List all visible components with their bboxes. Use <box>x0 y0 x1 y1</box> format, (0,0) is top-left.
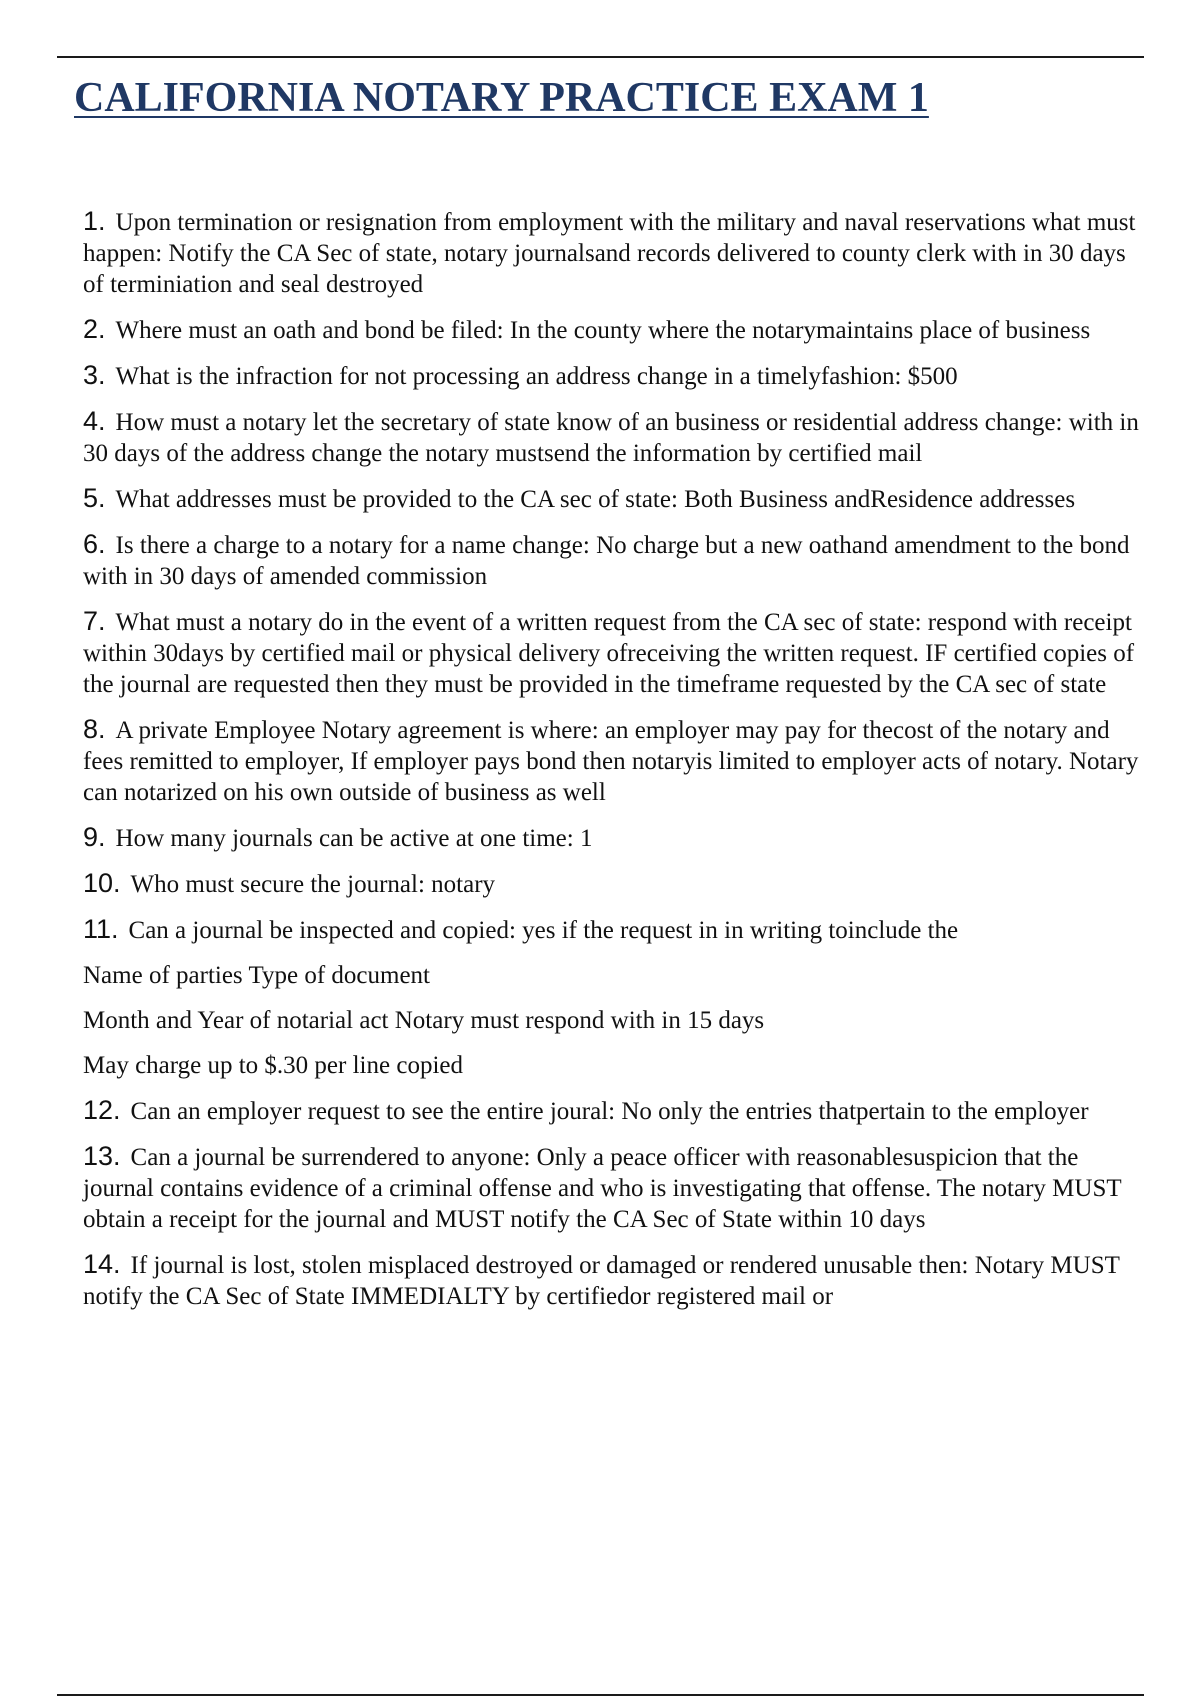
question-text: Can a journal be surrendered to anyone: Only a peace officer with reasonablesuspicion that the journal contains evidence of a criminal offense and who is investigating that offense. The notary MUST obtain a receipt for the journal and MUST notify the CA Sec of State within 10 days <box>83 1144 1122 1233</box>
question-number: 13. <box>83 1141 121 1171</box>
question-number: 14. <box>83 1249 121 1279</box>
question-text: What is the infraction for not processing an address change in a timelyfashion: $500 <box>115 363 958 390</box>
question-number: 6. <box>83 529 106 559</box>
question-2 <box>83 314 1143 346</box>
bottom-rule <box>57 1694 1144 1696</box>
page-title: CALIFORNIA NOTARY PRACTICE EXAM 1 <box>74 75 929 121</box>
question-4 <box>83 406 1143 469</box>
question-text: If journal is lost, stolen misplaced destroyed or damaged or rendered unusable then: Notary MUST notify the CA Sec of State IMMEDIALTY by certifiedor registered mail or <box>83 1252 1120 1310</box>
question-12 <box>83 1095 1143 1127</box>
question-13 <box>83 1141 1143 1235</box>
question-number: 9. <box>83 822 106 852</box>
question-text: How must a notary let the secretary of state know of an business or residential address change: with in 30 days of the address change the notary mustsend the information by certified mail <box>83 409 1139 467</box>
question-number: 3. <box>83 360 106 390</box>
question-text: Upon termination or resignation from employment with the military and naval reservations what must happen: Notify the CA Sec of state, notary journalsand records delivered to county clerk with in 30 days of terminiation and seal destroyed <box>83 209 1136 298</box>
question-6 <box>83 529 1143 592</box>
question-text: Can an employer request to see the entire joural: No only the entries thatpertain to the employer <box>130 1098 1089 1125</box>
question-number: 12. <box>83 1095 121 1125</box>
question-text: What must a notary do in the event of a written request from the CA sec of state: respond with receipt within 30days by certified mail or physical delivery ofreceiving the written request. IF certified copies of the journal are requested then they must be provided in the timeframe requested by the CA sec of state <box>83 609 1135 698</box>
question-number: 2. <box>83 314 106 344</box>
question-text: How many journals can be active at one time: 1 <box>115 825 593 852</box>
question-3 <box>83 360 1143 392</box>
question-text: Where must an oath and bond be filed: In the county where the notarymaintains place of business <box>115 317 1091 344</box>
question-text: A private Employee Notary agreement is where: an employer may pay for thecost of the notary and fees remitted to employer, If employer pays bond then notaryis limited to employer acts of notary. Notary can notarized on his own outside of business as well <box>83 717 1139 806</box>
question-text: Who must secure the journal: notary <box>130 871 496 898</box>
question-1 <box>83 206 1143 300</box>
question-8 <box>83 714 1143 808</box>
question-number: 7. <box>83 606 106 636</box>
question-text: What addresses must be provided to the CA sec of state: Both Business andResidence addresses <box>115 486 1076 513</box>
top-rule <box>57 56 1144 58</box>
question-11-line: Month and Year of notarial act Notary must respond with in 15 days <box>83 1007 765 1034</box>
question-number: 1. <box>83 206 106 236</box>
question-5 <box>83 483 1143 515</box>
question-number: 11. <box>83 914 119 944</box>
question-14 <box>83 1249 1143 1312</box>
question-9 <box>83 822 1143 854</box>
question-7 <box>83 606 1143 700</box>
question-list <box>83 206 1143 1326</box>
question-11-line: May charge up to $.30 per line copied <box>83 1052 463 1079</box>
question-text: Is there a charge to a notary for a name change: No charge but a new oathand amendment to the bond with in 30 days of amended commission <box>83 532 1130 590</box>
question-number: 8. <box>83 714 106 744</box>
question-number: 4. <box>83 406 106 436</box>
question-number: 10. <box>83 868 121 898</box>
question-10 <box>83 868 1143 900</box>
question-11 <box>83 914 1143 946</box>
question-number: 5. <box>83 483 106 513</box>
question-text: Can a journal be inspected and copied: yes if the request in in writing toinclude the <box>128 917 959 944</box>
question-11-line: Name of parties Type of document <box>83 962 430 989</box>
